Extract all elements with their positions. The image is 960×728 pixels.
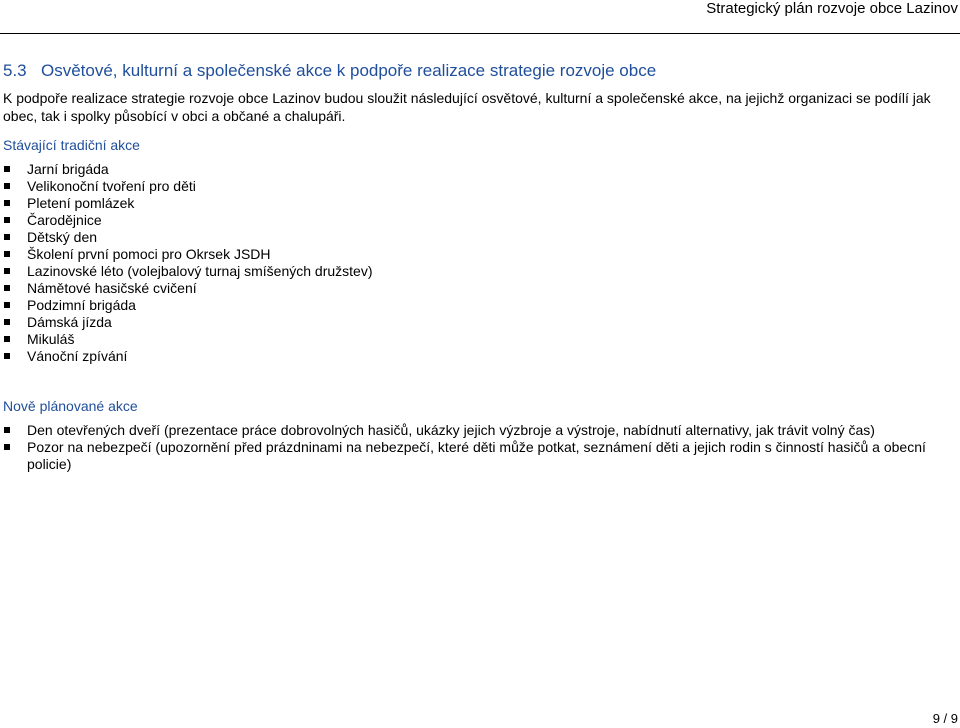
section-number: 5.3 (3, 61, 27, 80)
existing-events-heading: Stávající tradiční akce (3, 137, 140, 153)
list-item-text: Pozor na nebezpečí (upozornění před prázdninami na nebezpečí, které děti může potkat, seznámení děti a jejich rodin s činností hasičů a obecní policie) (27, 439, 926, 472)
list-item-text: Námětové hasičské cvičení (27, 280, 197, 296)
square-bullet-icon (4, 166, 10, 172)
square-bullet-icon (4, 302, 10, 308)
list-item (0, 161, 900, 178)
section-heading (3, 61, 656, 81)
list-item (0, 422, 940, 439)
list-item-text: Jarní brigáda (27, 161, 109, 177)
list-item (0, 348, 900, 365)
square-bullet-icon (4, 353, 10, 359)
list-item-text: Mikuláš (27, 331, 75, 347)
square-bullet-icon (4, 336, 10, 342)
list-item (0, 195, 900, 212)
square-bullet-icon (4, 217, 10, 223)
planned-events-list (0, 422, 940, 473)
header-divider (0, 33, 960, 34)
list-item (0, 439, 940, 473)
square-bullet-icon (4, 183, 10, 189)
list-item (0, 280, 900, 297)
list-item (0, 314, 900, 331)
square-bullet-icon (4, 427, 10, 433)
square-bullet-icon (4, 200, 10, 206)
square-bullet-icon (4, 319, 10, 325)
page-number: 9 / 9 (932, 711, 958, 726)
planned-events-heading: Nově plánované akce (3, 398, 138, 414)
list-item (0, 263, 900, 280)
list-item-text: Dámská jízda (27, 314, 112, 330)
document-header-title: Strategický plán rozvoje obce Lazinov (706, 0, 958, 17)
section-title: Osvětové, kulturní a společenské akce k podpoře realizace strategie rozvoje obce (41, 61, 657, 80)
list-item-text: Velikonoční tvoření pro děti (27, 178, 196, 194)
square-bullet-icon (4, 285, 10, 291)
square-bullet-icon (4, 251, 10, 257)
list-item-text: Lazinovské léto (volejbalový turnaj smíšených družstev) (27, 263, 373, 279)
list-item (0, 178, 900, 195)
list-item-text: Pletení pomlázek (27, 195, 135, 211)
existing-events-list (0, 161, 900, 365)
square-bullet-icon (4, 268, 10, 274)
list-item-text: Podzimní brigáda (27, 297, 136, 313)
square-bullet-icon (4, 444, 10, 450)
list-item (0, 331, 900, 348)
list-item-text: Dětský den (27, 229, 98, 245)
intro-paragraph: K podpoře realizace strategie rozvoje obce Lazinov budou sloužit následující osvětové, kulturní a společenské akce, na jejichž organizaci se podílí jak obec, tak i spolky působící v obci a občané a chalupáři. (3, 90, 931, 124)
list-item (0, 297, 900, 314)
square-bullet-icon (4, 234, 10, 240)
list-item-text: Školení první pomoci pro Okrsek JSDH (27, 246, 271, 262)
list-item (0, 212, 900, 229)
list-item (0, 246, 900, 263)
list-item-text: Den otevřených dveří (prezentace práce dobrovolných hasičů, ukázky jejich výzbroje a výstroje, nabídnutí alternativy, jak trávit volný čas) (27, 422, 875, 438)
list-item-text: Čarodějnice (27, 212, 102, 228)
list-item-text: Vánoční zpívání (27, 348, 128, 364)
list-item (0, 229, 900, 246)
